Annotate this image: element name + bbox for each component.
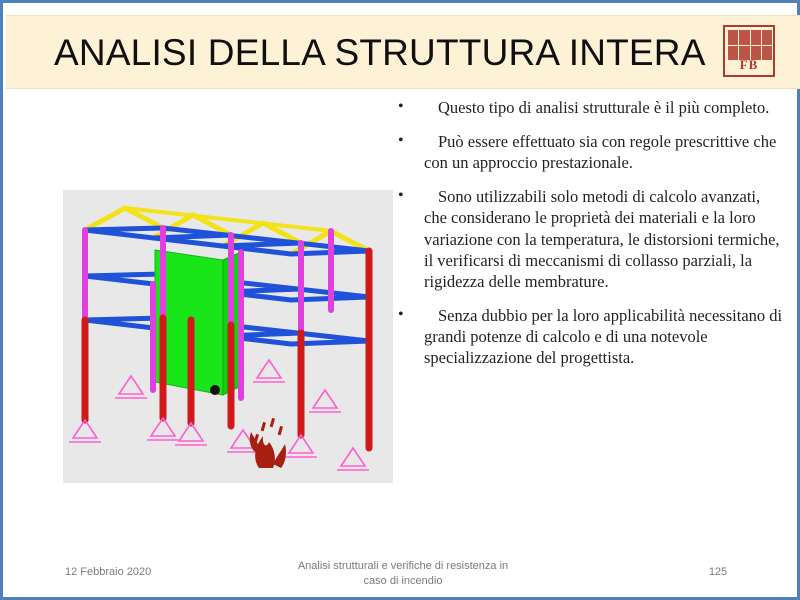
fb-logo-icon bbox=[723, 25, 775, 77]
logo-pattern bbox=[728, 30, 772, 60]
logo-label: FB bbox=[739, 57, 759, 72]
bullet-icon: • bbox=[398, 132, 404, 150]
footer-subject bbox=[253, 559, 553, 590]
paragraph-text: Senza dubbio per la loro applicabilità necessitano di grandi potenze di calcolo e di una notevole specializzazione del progettista. bbox=[424, 305, 783, 368]
page-title: ANALISI DELLA STRUTTURA INTERA bbox=[54, 32, 706, 73]
body-paragraph bbox=[398, 186, 783, 292]
body-paragraph bbox=[398, 131, 783, 173]
paragraph-text: Può essere effettuato sia con regole prescrittive che con un approccio prestazionale. bbox=[424, 132, 777, 173]
body-text bbox=[398, 97, 783, 381]
bullet-icon: • bbox=[398, 98, 404, 115]
footer-page-number: 125 bbox=[708, 566, 728, 578]
title-band bbox=[6, 15, 800, 89]
paragraph-text: Sono utilizzabili solo metodi di calcolo avanzati, che considerano le proprietà dei materiali e la loro variazione con la temperatura, le distorsioni termiche, il verificarsi di meccanismi di collasso parziali, la rigidezza delle membrature. bbox=[424, 187, 780, 291]
paragraph-text: Questo tipo di analisi strutturale è il più completo. bbox=[438, 98, 770, 117]
body-paragraph bbox=[398, 97, 783, 118]
structure-model-svg bbox=[63, 190, 393, 483]
bullet-icon: • bbox=[398, 187, 404, 205]
footer-subject-line2: caso di incendio bbox=[363, 575, 443, 588]
footer-date: 12 Febbraio 2020 bbox=[65, 566, 152, 578]
bullet-icon: • bbox=[398, 305, 404, 323]
body-paragraph bbox=[398, 305, 783, 368]
footer-subject-line1: Analisi strutturali e verifiche di resistenza in bbox=[297, 560, 509, 572]
structure-model-figure bbox=[63, 190, 393, 483]
